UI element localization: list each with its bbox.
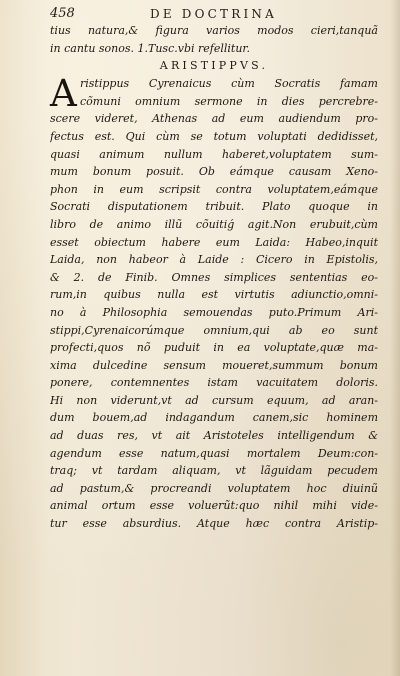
text-line: Socrati disputationem tribuit. Plato quoque in	[50, 200, 378, 214]
text-line: ristippus Cyrenaicus cùm Socratis famam	[80, 77, 378, 91]
text-line: tur esse absurdius. Atque hæc contra Aristip-	[50, 517, 378, 531]
text-line: profecti,quos nõ puduit in ea voluptate,quæ ma-	[50, 341, 378, 355]
text-line: dum bouem,ad indagandum canem,sic hominem	[50, 411, 378, 425]
text-line: traq; vt tardam aliquam, vt lãguidam pecudem	[50, 464, 378, 478]
drop-cap-initial: A	[50, 72, 77, 116]
text-line: agendum esse natum,quasi mortalem Deum:con-	[50, 446, 378, 460]
text-line: ad pastum,& procreandi voluptatem hoc diuinũ	[50, 481, 378, 495]
text-line: Laida, non habeor à Laide : Cicero in Epistolis,	[50, 253, 378, 267]
text-line: esset obiectum habere eum Laida: Habeo,inquit	[50, 235, 378, 249]
page-number: 458	[50, 6, 75, 21]
text-line: ponere, contemnentes istam vacuitatem doloris.	[50, 376, 378, 390]
text-line: animal ortum esse voluerũt:quo nihil mihi vide-	[50, 499, 378, 513]
text-line: ad duas res, vt ait Aristoteles intelligendum &	[50, 429, 378, 443]
text-line: cõmuni omnium sermone in dies percrebre-	[80, 94, 378, 108]
text-line: libro de animo illũ cõuitiǵ agit.Non erubuit,cùm	[50, 217, 378, 231]
running-title: DE DOCTRINA	[150, 7, 277, 21]
text-line: scere videret, Athenas ad eum audiendum pro-	[50, 112, 378, 126]
text-line: phon in eum scripsit contra voluptatem,eámque	[50, 182, 378, 196]
page-gutter-shadow	[390, 0, 400, 676]
text-line: stippi,Cyrenaicorúmque omnium,qui ab eo sunt	[50, 323, 378, 337]
text-line: no à Philosophia semouendas puto.Primum Ari-	[50, 305, 378, 319]
text-line: in cantu sonos. 1.Tusc.vbi refellitur.	[50, 41, 250, 55]
text-line: mum bonum posuit. Ob eámque causam Xeno-	[50, 165, 378, 179]
text-line: Hi non viderunt,vt ad cursum equum, ad aran-	[50, 393, 378, 407]
text-line: fectus est. Qui cùm se totum voluptati dedidisset,	[50, 129, 378, 143]
text-line: & 2. de Finib. Omnes simplices sententias eo-	[50, 270, 378, 284]
drop-cap-paragraph	[50, 72, 378, 116]
text-line: quasi animum nullum haberet,voluptatem sum-	[50, 147, 378, 161]
text-line: xima dulcedine sensum moueret,summum bonum	[50, 358, 378, 372]
text-line: rum,in quibus nulla est virtutis adiunctio,omni-	[50, 288, 378, 302]
text-line: tius natura,& figura varios modos cieri,tanquã	[50, 24, 378, 37]
body-text	[50, 22, 378, 533]
section-heading: ARISTIPPVS.	[159, 59, 269, 73]
